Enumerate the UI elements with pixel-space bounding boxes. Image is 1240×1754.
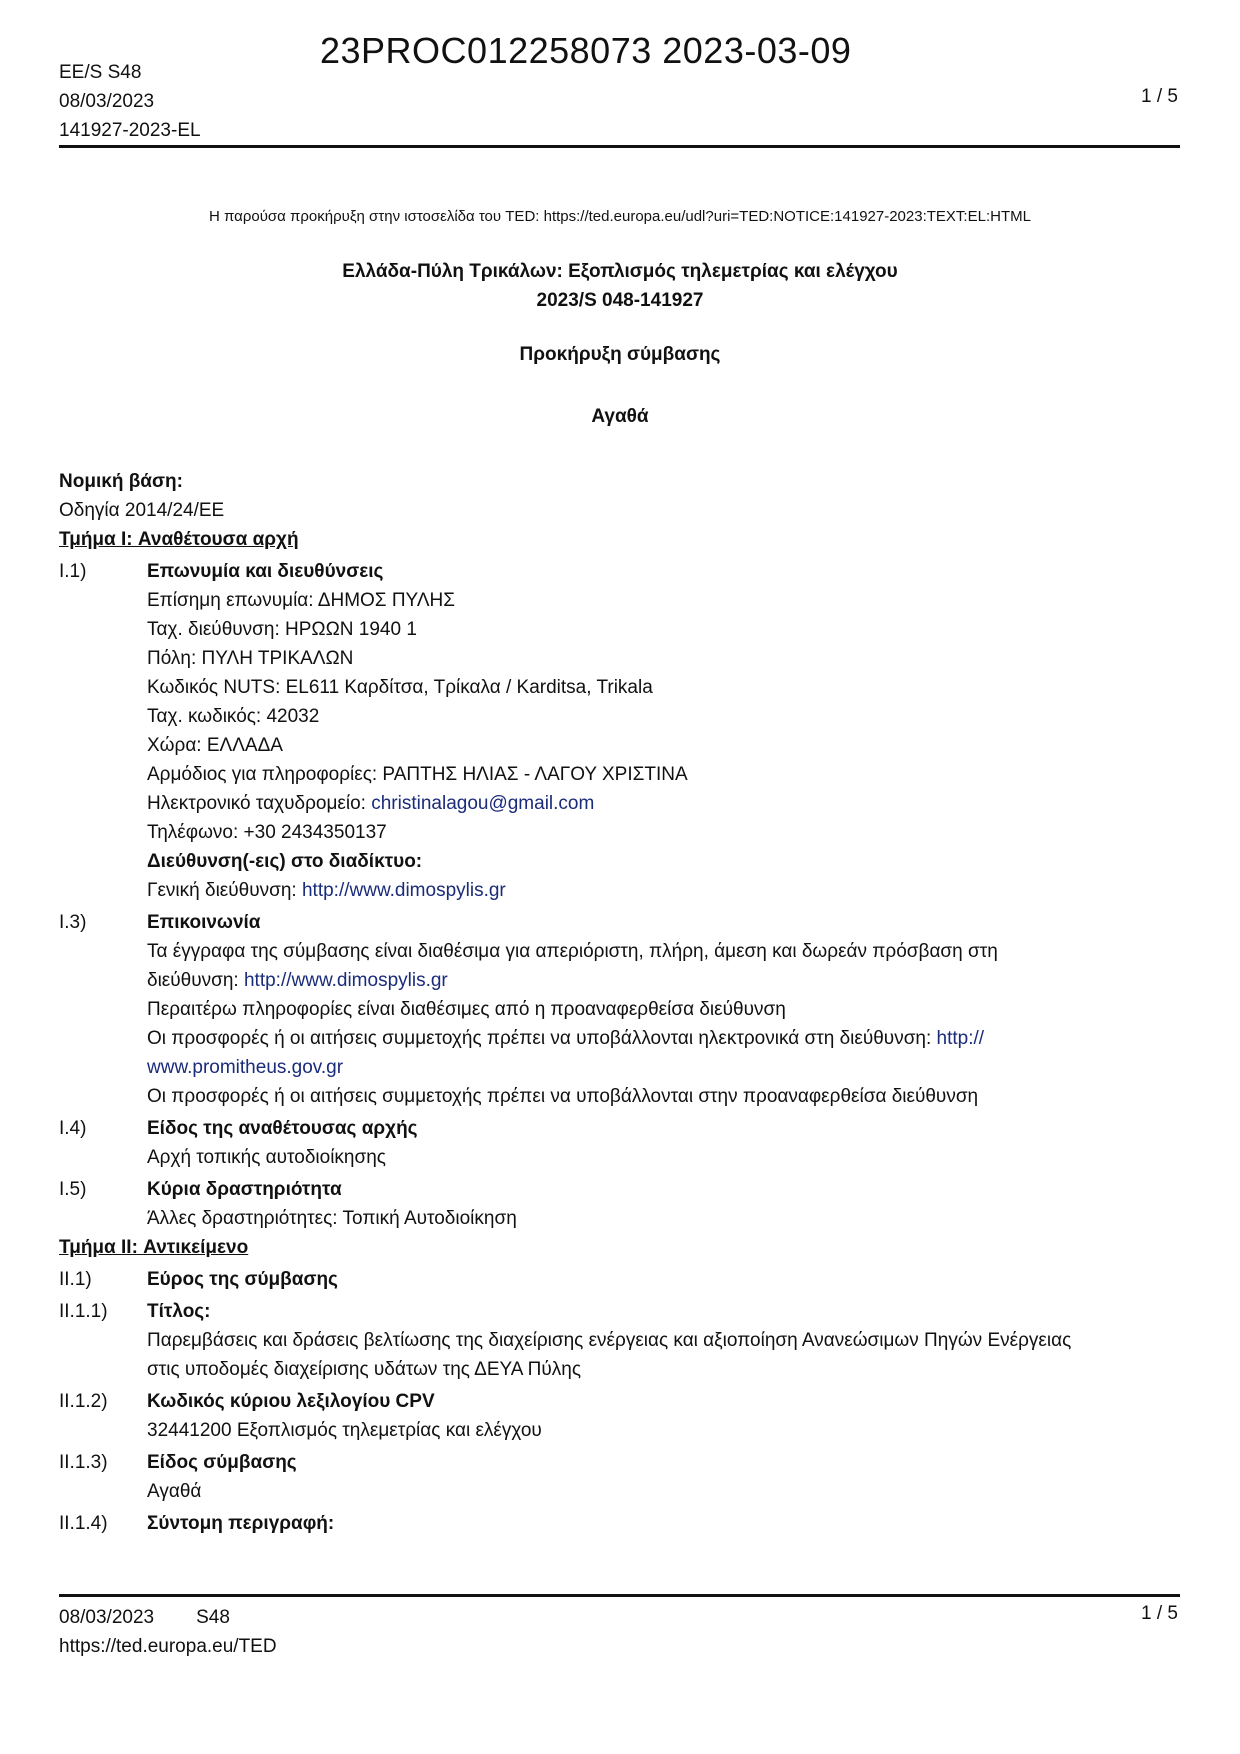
legal-basis-value: Οδηγία 2014/24/ΕΕ <box>59 500 225 521</box>
country: Χώρα: ΕΛΛΑΔΑ <box>147 735 283 756</box>
item-heading: Εύρος της σύμβασης <box>147 1269 338 1290</box>
submission-address-note: Οι προσφορές ή οι αιτήσεις συμμετοχής πρέπει να υποβάλλονται στην προαναφερθείσα διεύθυνση <box>147 1086 979 1107</box>
ted-link-line: Η παρούσα προκήρυξη στην ιστοσελίδα του TED: https://ted.europa.eu/udl?uri=TED:NOTICE:141927-2023:TEXT:EL:HTML <box>209 208 1031 225</box>
footer-date: 08/03/2023 <box>59 1607 155 1628</box>
item-heading: Κύρια δραστηριότητα <box>147 1179 342 1200</box>
contract-kind: Αγαθά <box>591 406 649 427</box>
notice-title <box>0 257 1240 315</box>
footer-date-series <box>59 1603 277 1632</box>
header-series: ΕΕ/S S48 <box>59 62 142 83</box>
footer-divider <box>59 1594 1180 1597</box>
item-heading: Σύντομη περιγραφή: <box>147 1513 335 1534</box>
item-ii12 <box>59 1387 1180 1445</box>
item-heading: Τίτλος: <box>147 1301 211 1322</box>
notice-number: 2023/S 048-141927 <box>536 290 704 311</box>
item-number: I.4) <box>59 1118 87 1139</box>
header-reference: 23PROC012258073 2023-03-09 <box>320 30 852 71</box>
submission-link-part1[interactable]: http:// <box>936 1028 985 1049</box>
cpv-code: 32441200 Εξοπλισμός τηλεμετρίας και ελέγχου <box>147 1420 542 1441</box>
footer-meta <box>59 1603 277 1661</box>
contact-person: Αρμόδιος για πληροφορίες: ΡΑΠΤΗΣ ΗΛΙΑΣ - ΛΑΓΟΥ ΧΡΙΣΤΙΝΑ <box>147 764 688 785</box>
header-page-number: 1 / 5 <box>1141 86 1178 107</box>
header-divider <box>59 145 1180 148</box>
item-i4 <box>59 1114 1180 1172</box>
general-address-line <box>147 876 1180 905</box>
item-heading: Επωνυμία και διευθύνσεις <box>147 561 384 582</box>
electronic-submission-line-2 <box>147 1053 1180 1082</box>
footer-page-number: 1 / 5 <box>1141 1603 1178 1624</box>
header-notice-id: 141927-2023-EL <box>59 120 201 141</box>
item-i3 <box>59 908 1180 1111</box>
contract-title-line1: Παρεμβάσεις και δράσεις βελτίωσης της διαχείρισης ενέργειας και αξιοποίηση Ανανεώσιμων Πηγών Ενέργειας <box>147 1330 1072 1351</box>
email-label: Ηλεκτρονικό ταχυδρομείο: <box>147 793 372 814</box>
item-value: Αρχή τοπικής αυτοδιοίκησης <box>147 1147 386 1168</box>
official-name: Επίσημη επωνυμία: ΔΗΜΟΣ ΠΥΛΗΣ <box>147 590 455 611</box>
item-ii1 <box>59 1265 1180 1294</box>
submission-link-part2[interactable]: www.promitheus.gov.gr <box>147 1057 344 1078</box>
item-i1 <box>59 557 1180 905</box>
town: Πόλη: ΠΥΛΗ ΤΡΙΚΑΛΩΝ <box>147 648 354 669</box>
item-heading: Επικοινωνία <box>147 912 261 933</box>
general-address-label: Γενική διεύθυνση: <box>147 880 302 901</box>
item-number: I.5) <box>59 1179 87 1200</box>
item-ii14 <box>59 1509 1180 1538</box>
item-ii11 <box>59 1297 1180 1384</box>
general-address-link[interactable]: http://www.dimospylis.gr <box>301 880 506 901</box>
postal-code: Ταχ. κωδικός: 42032 <box>147 706 320 727</box>
electronic-submission-text: Οι προσφορές ή οι αιτήσεις συμμετοχής πρέπει να υποβάλλονται ηλεκτρονικά στη διεύθυνση: <box>147 1028 937 1049</box>
item-value: Αγαθά <box>147 1481 202 1502</box>
item-value: Άλλες δραστηριότητες: Τοπική Αυτοδιοίκηση <box>147 1208 517 1229</box>
item-number: II.1.1) <box>59 1301 108 1322</box>
footer-url: https://ted.europa.eu/TED <box>59 1636 277 1657</box>
further-information: Περαιτέρω πληροφορίες είναι διαθέσιμες από η προαναφερθείσα διεύθυνση <box>147 999 786 1020</box>
item-number: I.1) <box>59 561 87 582</box>
item-heading: Κωδικός κύριου λεξιλογίου CPV <box>147 1391 435 1412</box>
documents-address-link[interactable]: http://www.dimospylis.gr <box>243 970 448 991</box>
contract-title-line2: στις υποδομές διαχείρισης υδάτων της ΔΕΥΑ Πύλης <box>147 1359 582 1380</box>
legal-basis-label: Νομική βάση: <box>59 471 183 492</box>
documents-address-label: διεύθυνση: <box>147 970 244 991</box>
item-number: II.1.3) <box>59 1452 108 1473</box>
item-number: II.1.4) <box>59 1513 108 1534</box>
header-date: 08/03/2023 <box>59 91 155 112</box>
item-number: II.1.2) <box>59 1391 108 1412</box>
notice-body <box>59 467 1180 1538</box>
section-2-title: Τμήμα II: Αντικείμενο <box>59 1237 249 1258</box>
email-line <box>147 789 1180 818</box>
notice-title-line1: Ελλάδα-Πύλη Τρικάλων: Εξοπλισμός τηλεμετρίας και ελέγχου <box>342 261 898 282</box>
item-heading: Είδος σύμβασης <box>147 1452 297 1473</box>
section-1-title: Τμήμα I: Αναθέτουσα αρχή <box>59 529 299 550</box>
postal-address: Ταχ. διεύθυνση: ΗΡΩΩΝ 1940 1 <box>147 619 417 640</box>
electronic-submission-line <box>147 1024 1180 1053</box>
item-number: I.3) <box>59 912 87 933</box>
documents-availability: Τα έγγραφα της σύμβασης είναι διαθέσιμα για απεριόριστη, πλήρη, άμεση και δωρεάν πρόσβαση στη <box>147 941 998 962</box>
item-number: II.1) <box>59 1269 92 1290</box>
nuts-code: Κωδικός NUTS: EL611 Καρδίτσα, Τρίκαλα / Karditsa, Trikala <box>147 677 653 698</box>
footer-series: S48 <box>196 1607 230 1628</box>
item-heading: Είδος της αναθέτουσας αρχής <box>147 1118 418 1139</box>
documents-address-line <box>147 966 1180 995</box>
item-i5 <box>59 1175 1180 1233</box>
item-ii13 <box>59 1448 1180 1506</box>
header-meta <box>59 58 201 145</box>
email-link[interactable]: christinalagou@gmail.com <box>371 793 595 814</box>
phone: Τηλέφωνο: +30 2434350137 <box>147 822 387 843</box>
internet-heading: Διεύθυνση(-εις) στο διαδίκτυο: <box>147 851 423 872</box>
notice-type: Προκήρυξη σύμβασης <box>519 344 721 365</box>
